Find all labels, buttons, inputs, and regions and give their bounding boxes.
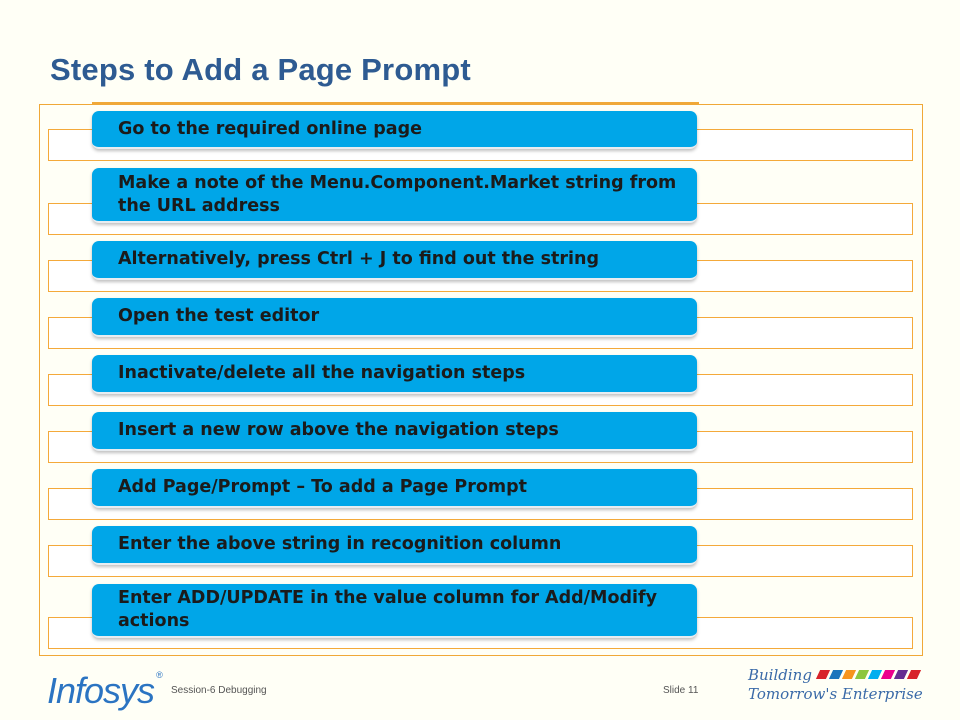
slide-title: Steps to Add a Page Prompt: [50, 52, 471, 87]
step-7: Add Page/Prompt – To add a Page Prompt: [92, 469, 697, 508]
step-2: Make a note of the Menu.Component.Market string from the URL address: [92, 168, 697, 223]
step-9: Enter ADD/UPDATE in the value column for Add/Modify actions: [92, 584, 697, 638]
tagline: [748, 666, 923, 704]
step-4: Open the test editor: [92, 298, 697, 337]
session-label: Session-6 Debugging: [171, 685, 267, 696]
step-3: Alternatively, press Ctrl + J to find out the string: [92, 241, 697, 280]
step-6: Insert a new row above the navigation steps: [92, 412, 697, 451]
registered-mark: ®: [156, 670, 162, 680]
step-1: Go to the required online page: [92, 111, 697, 149]
infosys-logo: [47, 670, 162, 712]
slide-number: Slide 11: [663, 685, 699, 696]
step-5: Inactivate/delete all the navigation steps: [92, 355, 697, 394]
tagline-line2: Tomorrow's Enterprise: [748, 685, 923, 703]
tagline-line1: Building: [748, 666, 812, 684]
step-8: Enter the above string in recognition column: [92, 526, 697, 565]
header-rule: [92, 102, 699, 105]
logo-text: Infosys: [47, 670, 155, 711]
